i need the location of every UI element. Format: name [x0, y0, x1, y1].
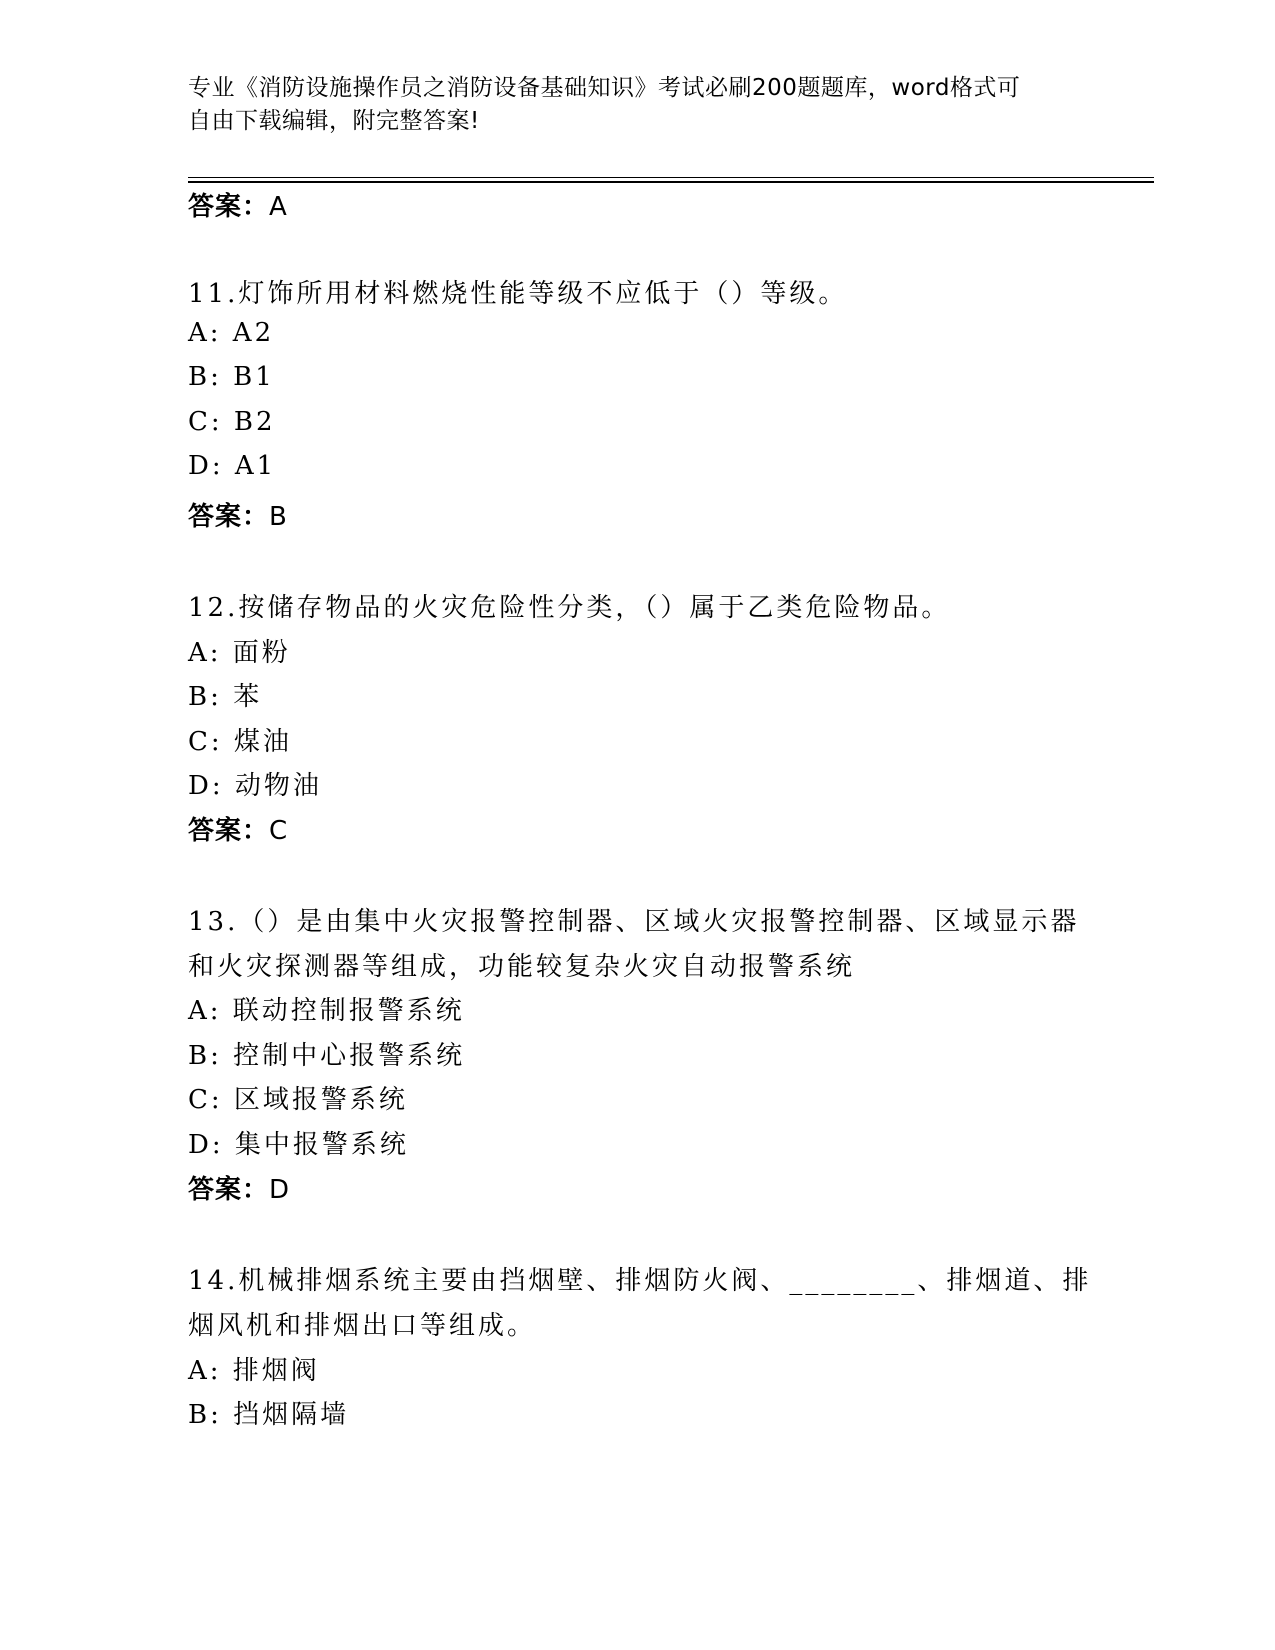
answer-value: A: [269, 192, 288, 222]
question-13-option-d: D: 集中报警系统: [188, 1130, 409, 1160]
question-11-option-d: D: A1: [188, 451, 277, 481]
header-line-1: 专业《消防设施操作员之消防设备基础知识》考试必刷200题题库，word格式可: [188, 75, 1021, 101]
question-14-stem-line-2: 烟风机和排烟出口等组成。: [188, 1311, 537, 1341]
question-13-option-c: C: 区域报警系统: [188, 1085, 408, 1115]
question-11-answer: [188, 496, 288, 533]
question-14-option-b: B: 挡烟隔墙: [188, 1400, 350, 1430]
question-13-option-a: A: 联动控制报警系统: [188, 996, 465, 1026]
answer-prev: [188, 186, 288, 223]
answer-label: 答案：: [188, 816, 270, 846]
document-header: [188, 72, 1068, 138]
answer-label: 答案：: [188, 1175, 270, 1205]
answer-value: C: [269, 816, 289, 846]
question-11-option-a: A: A2: [188, 318, 275, 348]
question-14-stem-line-1: 14.机械排烟系统主要由挡烟壁、排烟防火阀、________、排烟道、排: [188, 1266, 1092, 1296]
question-13-option-b: B: 控制中心报警系统: [188, 1041, 466, 1071]
question-12-stem: 12.按储存物品的火灾危险性分类，（）属于乙类危险物品。: [188, 593, 951, 623]
header-line-2: 自由下载编辑，附完整答案!: [188, 108, 480, 134]
answer-value: B: [269, 502, 288, 532]
question-11-stem: 11.灯饰所用材料燃烧性能等级不应低于（）等级。: [188, 279, 848, 309]
question-13-stem-line-2: 和火灾探测器等组成，功能较复杂火灾自动报警系统: [188, 952, 856, 982]
answer-label: 答案：: [188, 502, 270, 532]
question-12-answer: [188, 810, 288, 847]
question-11-option-b: B: B1: [188, 362, 275, 392]
question-12-option-b: B: 苯: [188, 682, 263, 712]
question-11-option-c: C: B2: [188, 407, 276, 437]
question-12-option-a: A: 面粉: [188, 638, 291, 668]
answer-value: D: [269, 1175, 291, 1205]
header-rule-thick: [188, 181, 1154, 183]
question-13-stem-line-1: 13.（）是由集中火灾报警控制器、区域火灾报警控制器、区域显示器: [188, 907, 1080, 937]
question-13-answer: [188, 1169, 290, 1206]
question-14-option-a: A: 排烟阀: [188, 1356, 320, 1386]
question-12-option-c: C: 煤油: [188, 727, 292, 757]
answer-label: 答案：: [188, 192, 270, 222]
header-rule-thin: [188, 177, 1154, 178]
question-12-option-d: D: 动物油: [188, 771, 322, 801]
